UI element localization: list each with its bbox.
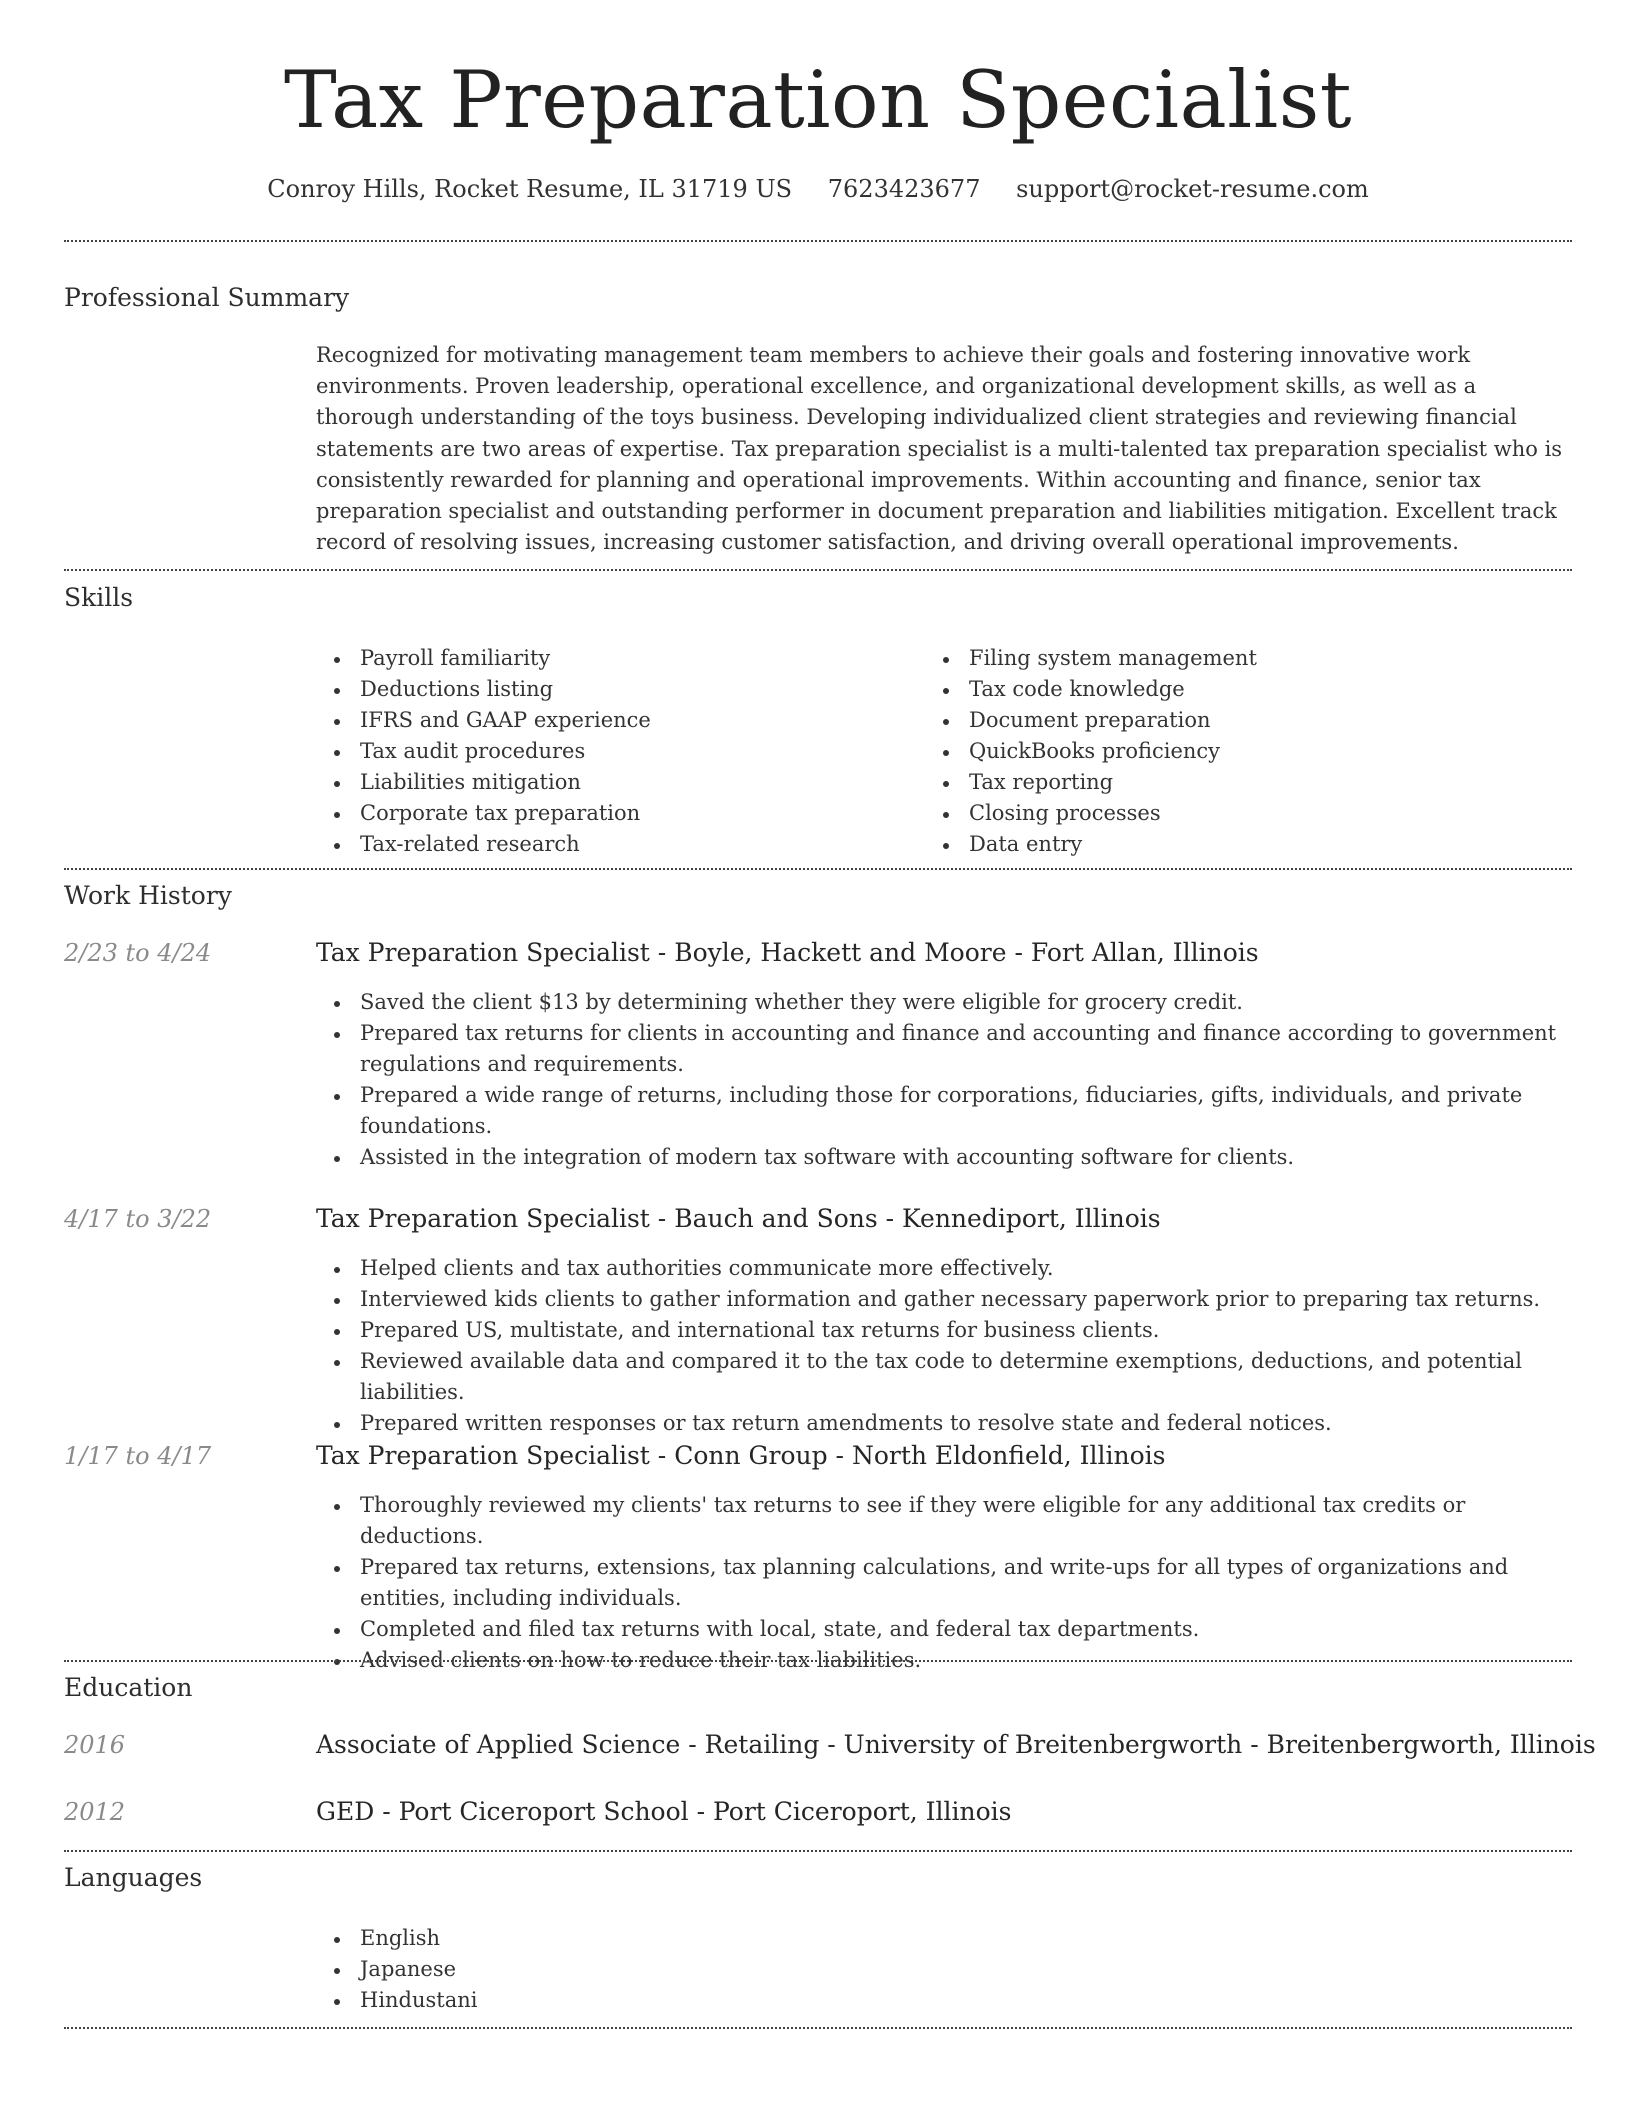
skill-item: IFRS and GAAP experience (316, 705, 916, 736)
skill-item: Tax reporting (925, 767, 1525, 798)
skills-column-right (925, 643, 1525, 860)
skill-item: Document preparation (925, 705, 1525, 736)
contact-phone: 7623423677 (827, 175, 981, 203)
divider (64, 569, 1572, 571)
job-bullets (316, 1253, 1572, 1439)
section-title-skills: Skills (64, 583, 134, 612)
job-bullet: Helped clients and tax authorities communicate more effectively. (316, 1253, 1572, 1284)
skill-item: Liabilities mitigation (316, 767, 916, 798)
skill-item: Tax audit procedures (316, 736, 916, 767)
job-dates: 1/17 to 4/17 (64, 1442, 212, 1470)
skills-column-left (316, 643, 916, 860)
education-year: 2016 (64, 1731, 126, 1759)
job-bullet: Prepared tax returns, extensions, tax planning calculations, and write-ups for all types of organizations and entities, including individuals. (316, 1552, 1572, 1614)
section-title-summary: Professional Summary (64, 283, 350, 312)
contact-address: Conroy Hills, Rocket Resume, IL 31719 US (267, 175, 793, 203)
job-bullet: Assisted in the integration of modern tax software with accounting software for clients. (316, 1142, 1572, 1173)
skill-item: Data entry (925, 829, 1525, 860)
divider (64, 2027, 1572, 2029)
skill-item: Tax-related research (316, 829, 916, 860)
job-bullet: Reviewed available data and compared it to the tax code to determine exemptions, deductions, and potential liabilities. (316, 1346, 1572, 1408)
section-title-languages: Languages (64, 1863, 203, 1892)
education-heading: Associate of Applied Science - Retailing - University of Breitenbergworth - Breitenbergworth, Illinois (316, 1730, 1596, 1759)
skill-item: Closing processes (925, 798, 1525, 829)
language-item: Hindustani (316, 1985, 1572, 2016)
summary-text: Recognized for motivating management team members to achieve their goals and fostering innovative work environments. Proven leadership, operational excellence, and organizational development skills, as well as a thorough understanding of the toys business. Developing individualized client strategies and reviewing financial statements are two areas of expertise. Tax preparation specialist is a multi-talented tax preparation specialist who is consistently rewarded for planning and operational improvements. Within accounting and finance, senior tax preparation specialist and outstanding performer in document preparation and liabilities mitigation. Excellent track record of resolving issues, increasing customer satisfaction, and driving overall operational improvements. (316, 343, 1563, 555)
divider (64, 868, 1572, 870)
job-heading: Tax Preparation Specialist - Boyle, Hackett and Moore - Fort Allan, Illinois (316, 938, 1259, 967)
job-heading: Tax Preparation Specialist - Bauch and Sons - Kennediport, Illinois (316, 1204, 1161, 1233)
job-bullets (316, 987, 1572, 1173)
section-title-work-history: Work History (64, 881, 232, 910)
education-heading: GED - Port Ciceroport School - Port Ciceroport, Illinois (316, 1797, 1012, 1826)
skill-item: QuickBooks proficiency (925, 736, 1525, 767)
divider (64, 1660, 1572, 1662)
skill-item: Payroll familiarity (316, 643, 916, 674)
job-bullet: Prepared written responses or tax return amendments to resolve state and federal notices. (316, 1408, 1572, 1439)
job-dates: 2/23 to 4/24 (64, 939, 212, 967)
job-bullet: Saved the client $13 by determining whether they were eligible for grocery credit. (316, 987, 1572, 1018)
divider (64, 1850, 1572, 1852)
languages-list (316, 1923, 1572, 2016)
job-bullet: Thoroughly reviewed my clients' tax returns to see if they were eligible for any additional tax credits or deductions. (316, 1490, 1572, 1552)
section-title-education: Education (64, 1673, 193, 1702)
skill-item: Deductions listing (316, 674, 916, 705)
divider (64, 240, 1572, 242)
job-heading: Tax Preparation Specialist - Conn Group - North Eldonfield, Illinois (316, 1441, 1166, 1470)
job-bullet: Interviewed kids clients to gather information and gather necessary paperwork prior to preparing tax returns. (316, 1284, 1572, 1315)
skill-item: Filing system management (925, 643, 1525, 674)
job-bullet: Advised clients on how to reduce their tax liabilities. (316, 1645, 1572, 1676)
language-item: English (316, 1923, 1572, 1954)
contact-email: support@rocket-resume.com (1016, 175, 1369, 203)
skill-item: Corporate tax preparation (316, 798, 916, 829)
skill-item: Tax code knowledge (925, 674, 1525, 705)
language-item: Japanese (316, 1954, 1572, 1985)
contact-line (64, 169, 1572, 209)
job-bullet: Prepared a wide range of returns, including those for corporations, fiduciaries, gifts, individuals, and private foundations. (316, 1080, 1572, 1142)
education-year: 2012 (64, 1798, 126, 1826)
resume-name: Tax Preparation Specialist (284, 54, 1352, 146)
job-dates: 4/17 to 3/22 (64, 1205, 212, 1233)
job-bullet: Prepared US, multistate, and international tax returns for business clients. (316, 1315, 1572, 1346)
job-bullet: Completed and filed tax returns with local, state, and federal tax departments. (316, 1614, 1572, 1645)
job-bullets (316, 1490, 1572, 1676)
job-bullet: Prepared tax returns for clients in accounting and finance and accounting and finance according to government regulations and requirements. (316, 1018, 1572, 1080)
